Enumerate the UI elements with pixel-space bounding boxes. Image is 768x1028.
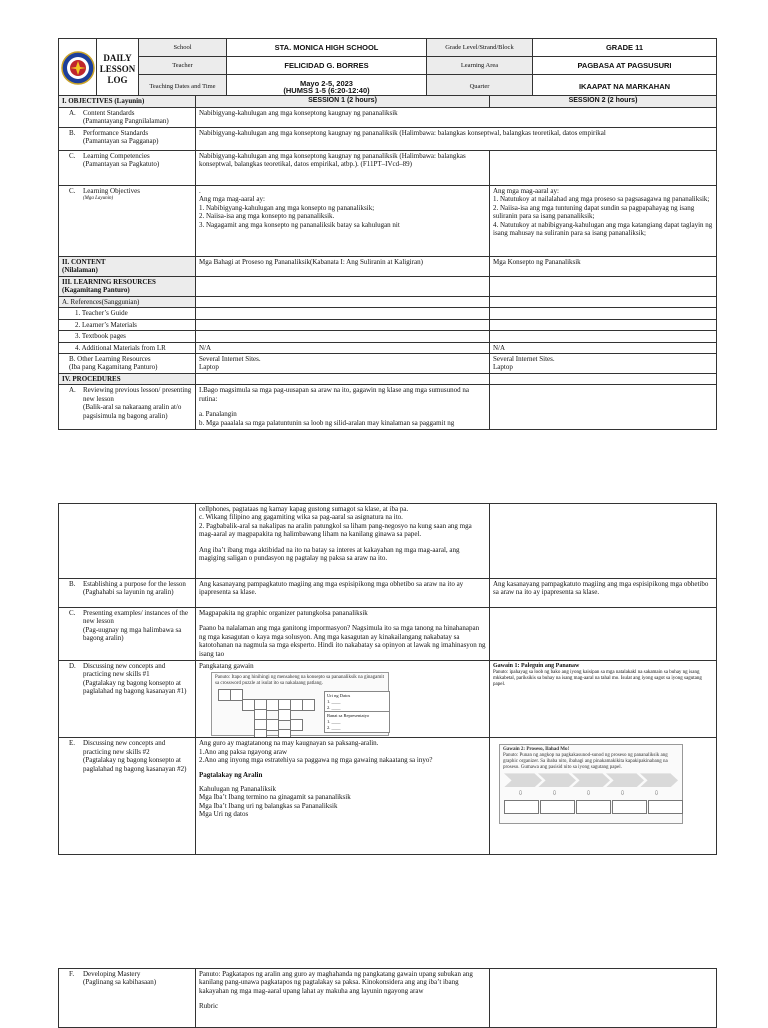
dates-line: Mayo 2-5, 2023 xyxy=(300,78,353,88)
resources-session2 xyxy=(490,277,717,297)
competencies-session2 xyxy=(490,151,717,186)
mastery-paragraph: Panuto: Pagkatapos ng aralin ang guro ay maghahanda ng pangkatang gawain upang subukan ang kanilang pang-unawa pagkatapos ng pagtalakay sa paksa. Kinokonsidera ang ang iba’t ibang kakayahan ng mga mag-aaral upang lahat ay makuha ang layunin ngayong araw xyxy=(199,970,473,995)
learning-objectives-session2 xyxy=(490,186,717,257)
resources-session1 xyxy=(196,277,490,297)
activity-title: Gawain 2: Proseso, Ilahad Mo! xyxy=(503,747,570,753)
activity-instructions: Panuto: ipahayag sa loob ng bako ang iyong kaisipan sa mga natalakakl na sakamain sa buhay ng isang mkkabetal, pariksikis sa buhay na isang mag-aaral na tahal mo. Isulat ang iyong sagot sa iyong sagutang papel. xyxy=(493,670,702,688)
discussing-line: Pangkatang gawain xyxy=(199,662,254,670)
row-letter: E. xyxy=(69,739,76,748)
content-session1: Mga Bahagi at Proseso ng Pananaliksik(Kabanata I: Ang Suliranin at Kaligiran) xyxy=(196,257,490,277)
content-heading xyxy=(59,257,196,277)
dates-label: Teaching Dates and Time xyxy=(139,75,227,100)
session2-heading: SESSION 2 (2 hours) xyxy=(490,96,717,108)
school-value: STA. MONICA HIGH SCHOOL xyxy=(227,39,427,57)
crossword-grid xyxy=(218,689,313,738)
area-label: Learning Area xyxy=(427,57,533,75)
discussing-2-label xyxy=(59,738,196,855)
row-title: Discussing new concepts and practicing new skills #1 xyxy=(83,662,166,679)
dll-title xyxy=(97,39,139,100)
row-letter: A. xyxy=(69,386,76,395)
discussion-topic: Mga Uri ng datos xyxy=(199,810,249,819)
tb-session1 xyxy=(196,331,490,342)
row-title: Reviewing previous lesson/ presenting new lesson xyxy=(83,386,192,403)
additional-session2: N/A xyxy=(490,342,717,353)
reviewing-session2 xyxy=(490,385,717,430)
arrow-down-icon: ⇩ xyxy=(552,791,558,798)
textbook-label: 3. Textbook pages xyxy=(59,331,196,342)
box-title: Banat sa Representatyo xyxy=(327,713,370,719)
learning-objectives-session1 xyxy=(196,186,490,257)
other-resources-session2 xyxy=(490,354,717,374)
lm-session2 xyxy=(490,319,717,330)
quarter-value: IKAAPAT NA MARKAHAN xyxy=(533,75,717,100)
resources-heading xyxy=(59,277,196,297)
row-letter: C. xyxy=(69,152,76,160)
obj-line: 1. Nabibigyang-kahulugan ang mga konsepto ng pananaliksik; xyxy=(199,203,375,212)
row-letter: C. xyxy=(69,187,76,195)
discussion-topic: Mga Iba’t Ibang uri ng balangkas sa Pananaliksik xyxy=(199,801,338,810)
examples-line: Magpapakita ng graphic organizer patungkolsa pananaliksik xyxy=(199,609,368,617)
row-subtitle: (Pagtalakay ng bagong konsepto at paglalahad ng bagong kasanayan #2) xyxy=(83,756,187,773)
resource-line: Several Internet Sites. xyxy=(493,355,555,364)
references-session2 xyxy=(490,297,717,308)
discussing-1-session1 xyxy=(196,661,490,738)
additional-session1: N/A xyxy=(196,342,490,353)
row-subtitle: (Paghahabi sa layunin ng aralin) xyxy=(83,588,174,597)
row-title: B. Other Learning Resources xyxy=(69,355,151,364)
lm-session1 xyxy=(196,319,490,330)
school-label: School xyxy=(139,39,227,57)
review-paragraph: 2. Pagbabalik-aral sa nakalipas na aralin patungkol sa liham pang-negosyo na kung saan ang mga mag-aaral ay magpapakita ng halimbawang liham na kanilang ginawa sa papel. xyxy=(199,521,472,539)
obj-line: Ang mga mag-aaral ay: xyxy=(493,187,559,195)
establishing-purpose-session1: Ang kasanayang pampagkatuto magiing ang mga espisipikong mga obhetibo sa araw na ito ay ipapresenta sa klase. xyxy=(196,579,490,608)
developing-mastery-label xyxy=(59,969,196,1028)
review-line: a. Panalangin xyxy=(199,410,237,419)
arrow-down-icon: ⇩ xyxy=(518,791,524,798)
seal-icon xyxy=(61,51,95,85)
discussing-1-label xyxy=(59,661,196,738)
reviewing-continued-session1 xyxy=(196,504,490,579)
content-standards-value: Nabibigyang-kahulugan ang mga konseptong kaugnay ng pananaliksik xyxy=(196,108,717,128)
reviewing-label xyxy=(59,385,196,430)
objectives-heading: I. OBJECTIVES (Layunin) xyxy=(59,96,196,108)
row-letter: A. xyxy=(69,109,76,117)
review-paragraph: I.Bago magsimula sa mga pag-uusapan sa araw na ito, gagawin ng klase ang mga sumusunod na rutina: xyxy=(199,386,470,403)
row-letter: B. xyxy=(69,129,76,137)
presenting-examples-session1 xyxy=(196,608,490,661)
references-session1 xyxy=(196,297,490,308)
discussing-line: Ang guro ay magtatanong na may kaugnayan sa paksang-aralin. xyxy=(199,739,379,748)
discussing-line: 1.Ano ang paksa ngayong araw xyxy=(199,747,288,756)
teachers-guide-label: 1. Teacher’s Guide xyxy=(59,308,196,319)
teacher-label: Teacher xyxy=(139,57,227,75)
resources-subtitle: (Kagamitang Panturo) xyxy=(62,286,130,295)
content-standards-label xyxy=(59,108,196,128)
dll-title-line2: LESSON xyxy=(99,63,136,74)
row-letter: C. xyxy=(69,609,76,617)
row-title: Learning Objectives xyxy=(83,187,140,195)
discussion-topic: Mga Iba’t Ibang termino na ginagamit sa pananaliksik xyxy=(199,793,351,802)
reviewing-continued-label xyxy=(59,504,196,579)
dll-title-line1: DAILY xyxy=(103,52,132,63)
resource-line: Several Internet Sites. xyxy=(199,355,261,364)
competencies-value: Nabibigyang-kahulugan ang mga konseptong kaugnay ng pananaliksik (Halimbawa: balangkas konseptwal, balangkas teoretikal, datos empirikal, atbp.). (F11PT–IVcd–89) xyxy=(196,151,490,186)
time-line: (HUMSS 1-5 (6:20-12:40) xyxy=(283,86,370,95)
resource-line: Laptop xyxy=(493,363,513,372)
resources-title: III. LEARNING RESOURCES xyxy=(62,278,156,286)
procedures-session2 xyxy=(490,374,717,385)
resource-line: Laptop xyxy=(199,363,219,372)
row-subtitle: (Pagtalakay ng bagong konsepto at paglalahad ng bagong kasanayan #1) xyxy=(83,678,187,696)
representative-box: Banat sa Representatyo 1. ____ 2. ____ xyxy=(324,711,390,733)
quarter-label: Quarter xyxy=(427,75,533,100)
obj-line: 1. Natutukoy at nailalahad ang mga proseso sa pagsasagawa ng pananaliksik; xyxy=(493,195,710,204)
learners-materials-label: 2. Learner’s Materials xyxy=(59,319,196,330)
box-title: Uri ng Datos xyxy=(327,693,351,699)
row-title: Presenting examples/ instances of the new lesson xyxy=(83,609,188,626)
other-resources-label xyxy=(59,354,196,374)
competencies-label xyxy=(59,151,196,186)
row-subtitle: (Pamantayang Pangnilalaman) xyxy=(83,117,169,126)
activity-title: Gawain 1: Paleguin ang Pananaw xyxy=(493,663,580,669)
discussion-heading: Pagtalakay ng Aralin xyxy=(199,770,263,779)
rubric-label: Rubric xyxy=(199,1002,219,1011)
content-subtitle: (Nilalaman) xyxy=(62,266,98,275)
review-line: b. Mga paaalala sa mga palatuntunin sa loob ng silid-aralan may kinalaman sa paggamit ng xyxy=(199,418,455,427)
row-title: Performance Standards xyxy=(83,129,149,137)
obj-line: 2. Naiisa-isa ang mga konsepto ng pananaliksik. xyxy=(199,212,335,221)
crossword-worksheet-image xyxy=(211,672,389,736)
developing-mastery-session2 xyxy=(490,969,717,1028)
discussing-2-session1 xyxy=(196,738,490,855)
deped-seal-logo xyxy=(59,39,97,100)
row-subtitle: (Pag-uugnay ng mga halimbawa sa bagong aralin) xyxy=(83,625,182,643)
row-title: Content Standards xyxy=(83,109,135,117)
row-subtitle: (Paglinang sa kabihasaan) xyxy=(83,978,157,987)
row-title: Establishing a purpose for the lesson xyxy=(83,580,186,588)
obj-line: suliranin para sa isang pananaliksik; xyxy=(493,212,595,221)
dll-title-line3: LOG xyxy=(107,74,128,85)
worksheet-instructions: Panuto: Itapo ang hinihingi ng mensaheng na konsepto sa pananaliksik na ginagamit sa crossword puzzle at isulat ito sa nakalaang patlang. xyxy=(215,675,384,687)
obj-line: Ang mga mag-aaral ay: xyxy=(199,195,265,204)
row-title: Discussing new concepts and practicing new skills #2 xyxy=(83,739,166,756)
presenting-examples-label xyxy=(59,608,196,661)
arrow-down-icon: ⇩ xyxy=(586,791,592,798)
tg-session1 xyxy=(196,308,490,319)
grade-value: GRADE 11 xyxy=(533,39,717,57)
row-subtitle: (Iba pang Kagamitang Panturo) xyxy=(69,363,158,372)
discussing-line: 2.Ano ang inyong mga estratehiya sa paggawa ng mga gawaing nakaatang sa inyo? xyxy=(199,756,433,765)
other-resources-session1 xyxy=(196,354,490,374)
discussing-2-session2 xyxy=(490,738,717,855)
row-title: Learning Competencies xyxy=(83,152,150,160)
row-letter: D. xyxy=(69,662,76,670)
content-title: II. CONTENT xyxy=(62,258,106,266)
row-subtitle: (Pamantayan sa Pagkatuto) xyxy=(83,160,160,169)
review-line: c. Wikang filipino ang gagamiting wika sa pag-aaral sa asignatura na ito. xyxy=(199,513,403,522)
tg-session2 xyxy=(490,308,717,319)
data-types-box: Uri ng Datos 1. ____ 2. ____ xyxy=(324,691,390,713)
obj-line: 3. Nagagamit ang mga konsepto ng pananaliksik batay sa kahulugan nit xyxy=(199,220,400,229)
review-paragraph: Ang iba’t ibang mga aktibidad na ito na batay sa interes at kakayahan ng mga mag-aaral, ang magiging saligan o pundasyon ng pagtalay ng paksa sa araw na ito. xyxy=(199,545,460,563)
row-subtitle: (Mga Layunin) xyxy=(83,196,114,202)
obj-line: 2. Naiisa-isa ang mga tuntuning dapat sundin sa pagpapahayag ng isang xyxy=(493,203,695,212)
activity-instructions: Panuto: Punan ng angkop na pagkakasunod-sunod ng proseso ng pananaliksik ang graphic organizer. Sa ibaba nito, ibahagi ang pinakamakikita kapakipakinabang na proseso. Gumawa ang pasisid nito sa iyong sagutang papel. xyxy=(503,753,668,771)
content-session2: Mga Konsepto ng Pananaliksik xyxy=(490,257,717,277)
area-value: PAGBASA AT PAGSUSURI xyxy=(533,57,717,75)
reviewing-continued-session2 xyxy=(490,504,717,579)
discussing-1-session2 xyxy=(490,661,717,738)
arrow-down-icon: ⇩ xyxy=(654,791,660,798)
presenting-examples-session2 xyxy=(490,608,717,661)
review-line: cellphones, pagtataas ng kamay kapag gustong sumagot sa klase, at iba pa. xyxy=(199,505,409,513)
mastery-table xyxy=(58,968,717,1028)
procedures-session1 xyxy=(196,374,490,385)
procedures-heading: IV. PROCEDURES xyxy=(59,374,196,385)
discussion-topic: Kahulugan ng Pananaliksik xyxy=(199,785,276,794)
row-letter: B. xyxy=(69,580,76,588)
row-title: Developing Mastery xyxy=(83,970,141,978)
references-label: A. References(Sanggunian) xyxy=(59,297,196,308)
objectives-table xyxy=(58,95,717,430)
session1-heading: SESSION 1 (2 hours) xyxy=(196,96,490,108)
organizer-text xyxy=(500,745,682,773)
developing-mastery-session1 xyxy=(196,969,490,1028)
additional-materials-label: 4. Additional Materials from LR xyxy=(59,342,196,353)
grade-label: Grade Level/Strand/Block xyxy=(427,39,533,57)
teacher-value: FELICIDAD G. BORRES xyxy=(227,57,427,75)
row-subtitle: (Balik-aral sa nakaraang aralin at/o pagsisimula ng bagong aralin) xyxy=(83,403,182,420)
row-letter: F. xyxy=(69,970,75,978)
arrow-down-icon: ⇩ xyxy=(620,791,626,798)
process-organizer-image xyxy=(499,744,683,824)
reviewing-session1 xyxy=(196,385,490,430)
performance-standards-label xyxy=(59,128,196,151)
row-subtitle: (Pamantayan sa Pagganap) xyxy=(83,137,159,146)
header-table xyxy=(58,38,717,100)
learning-objectives-label xyxy=(59,186,196,257)
establishing-purpose-label xyxy=(59,579,196,608)
procedures-table xyxy=(58,503,717,855)
examples-paragraph: Paano ba nalalaman ang mga ganitong impormasyon? Nagsimula ito sa mga tanong na hinahanapan ng mga kasagutan o kaya mga solusyon. Ang mga kasagutan ay kinakailangang nakabatay sa katotohanan na nagmula sa mga eksperto. Hindi ito nakabatay sa opinyon at lawak ng imahinasyon ng isang tao xyxy=(199,624,486,658)
establishing-purpose-session2: Ang kasanayang pampagkatuto magiing ang mga espisipikong mga obhetibo sa araw na ito ay ipapresenta sa klase. xyxy=(490,579,717,608)
performance-standards-value: Nabibigyang-kahulugan ang mga konseptong kaugnay ng pananaliksik (Halimbawa: balangkas konseptwal, balangkas teoretikal, datos empirikal xyxy=(196,128,717,151)
obj-line: 4. Natutukoy at nabibigyang-kahulugan ang mga katangiang dapat taglayin ng isang mahusay na suliranin para sa isang pananaliksik; xyxy=(493,220,713,238)
tb-session2 xyxy=(490,331,717,342)
obj-line: . xyxy=(199,187,201,195)
